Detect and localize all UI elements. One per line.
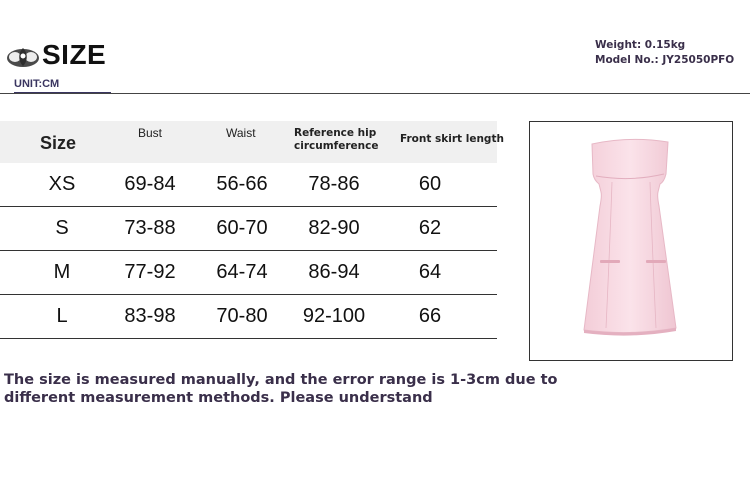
cell-waist: 64-74 [216,261,268,283]
unit-label: UNIT:CM [14,78,60,90]
cell-bust: 83-98 [124,305,176,327]
cell-hip: 82-90 [308,217,360,239]
cell-bust: 77-92 [124,261,176,283]
cell-size: S [55,217,69,239]
cell-waist: 70-80 [216,305,268,327]
size-table [0,121,504,339]
page-title: SIZE [42,39,107,70]
cell-waist: 60-70 [216,217,268,239]
table-row [0,163,497,207]
cell-hip: 78-86 [308,173,360,195]
cell-size: XS [48,173,76,195]
cell-size: L [56,305,68,327]
product-meta [595,38,734,68]
table-row [0,207,497,251]
product-image-frame [529,121,733,361]
table-row [0,251,497,295]
header-bust: Bust [138,126,163,140]
model-number: Model No.: JY25050PFO [595,54,735,66]
weight-label: Weight: 0.15kg [595,39,686,51]
cell-hip: 92-100 [302,305,366,327]
measurement-note [4,371,564,407]
cell-length: 66 [418,305,442,327]
note-line-2: different measurement methods. Please understand [4,390,433,406]
cell-length: 62 [418,217,442,239]
header-divider [0,93,750,94]
cell-length: 60 [418,173,442,195]
cell-size: M [53,261,71,283]
size-chart-header [0,0,750,94]
table-row [0,295,497,339]
note-line-1: The size is measured manually, and the error range is 1-3cm due to [4,372,558,388]
header-length: Front skirt length [400,133,504,145]
lotus-logo-icon [6,44,40,70]
header-size: Size [40,133,77,153]
header-waist: Waist [226,126,256,140]
header-hip [294,127,404,153]
cell-length: 64 [418,261,442,283]
header-hip-line1: Reference hip [294,127,377,139]
table-header-row [0,121,504,163]
cell-bust: 73-88 [124,217,176,239]
cell-waist: 56-66 [216,173,268,195]
cell-hip: 86-94 [308,261,360,283]
cell-bust: 69-84 [124,173,176,195]
dress-image [530,122,732,360]
header-hip-line2: circumference [294,140,379,152]
